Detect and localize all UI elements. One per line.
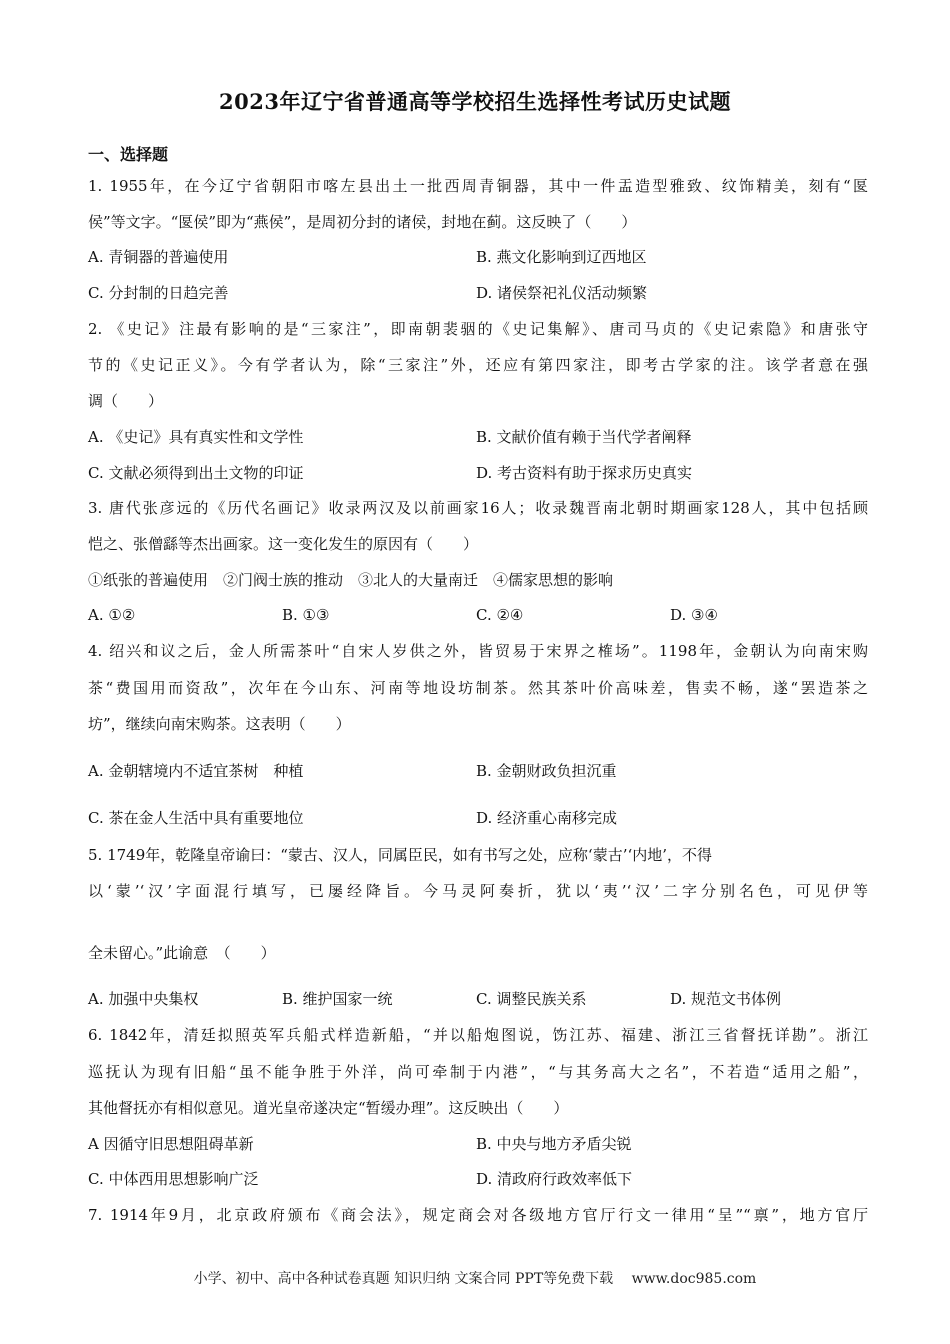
q3-option-b: B. ①③ xyxy=(282,606,330,624)
q5-option-d: D. 规范文书体例 xyxy=(670,990,782,1008)
q6-line-1: 6. 1842年，清廷拟照英军兵船式样造新船，“并以船炮图说，饬江苏、福建、浙江三省督抚详勘”。浙江 xyxy=(88,1026,868,1044)
q4-option-a: A. 金朝辖境内不适宜茶树 种植 xyxy=(88,762,304,780)
q3-line-3: ①纸张的普遍使用 ②门阀士族的推动 ③北人的大量南迁 ④儒家思想的影响 xyxy=(88,571,614,589)
q5-line-2: 以‘蒙’‘汉’字面混行填写，已屡经降旨。今马灵阿奏折，犹以‘夷’‘汉’二字分别名色，可见伊等 xyxy=(88,882,868,900)
q5-option-a: A. 加强中央集权 xyxy=(88,990,199,1008)
q4-option-c: C. 茶在金人生活中具有重要地位 xyxy=(88,809,304,827)
q5-line-1: 5. 1749年，乾隆皇帝谕曰：“蒙古、汉人，同属臣民，如有书写之处，应称‘蒙古’‘内地’，不得 xyxy=(88,846,712,864)
q6-line-2: 巡抚认为现有旧船“虽不能争胜于外洋，尚可牵制于内港”，“与其务高大之名”，不若造“适用之船”， xyxy=(88,1063,868,1081)
q7-line-1: 7. 1914年9月，北京政府颁布《商会法》，规定商会对各级地方官厅行文一律用“呈”“禀”，地方官厅 xyxy=(88,1206,868,1224)
q4-line-3: 坊”，继续向南宋购茶。这表明（ ） xyxy=(88,715,351,733)
q1-option-d: D. 诸侯祭祀礼仪活动频繁 xyxy=(476,284,648,302)
q4-line-2: 茶“费国用而资敌”，次年在今山东、河南等地设坊制茶。然其茶叶价高味差，售卖不畅，遂“罢造茶之 xyxy=(88,679,868,697)
q1-option-a: A. 青铜器的普遍使用 xyxy=(88,248,229,266)
q3-option-d: D. ③④ xyxy=(670,606,718,624)
section-heading: 一、选择题 xyxy=(88,145,169,164)
q5-option-b: B. 维护国家一统 xyxy=(282,990,393,1008)
q6-option-c: C. 中体西用思想影响广泛 xyxy=(88,1170,259,1188)
q4-line-1: 4. 绍兴和议之后，金人所需茶叶“自宋人岁供之外，皆贸易于宋界之榷场”。1198年，金朝认为向南宋购 xyxy=(88,642,868,660)
q1-line-2: 侯”等文字。“匽侯”即为“燕侯”，是周初分封的诸侯，封地在蓟。这反映了（ ） xyxy=(88,213,637,231)
q2-line-2: 节的《史记正义》。今有学者认为，除“三家注”外，还应有第四家注，即考古学家的注。该学者意在强 xyxy=(88,356,868,374)
q2-line-3: 调（ ） xyxy=(88,392,164,410)
q2-option-b: B. 文献价值有赖于当代学者阐释 xyxy=(476,428,692,446)
q4-option-d: D. 经济重心南移完成 xyxy=(476,809,618,827)
q5-option-c: C. 调整民族关系 xyxy=(476,990,587,1008)
q3-option-c: C. ②④ xyxy=(476,606,524,624)
q1-option-c: C. 分封制的日趋完善 xyxy=(88,284,229,302)
q2-option-a: A. 《史记》具有真实性和文学性 xyxy=(88,428,304,446)
q6-option-d: D. 清政府行政效率低下 xyxy=(476,1170,633,1188)
q2-line-1: 2. 《史记》注最有影响的是“三家注”，即南朝裴骃的《史记集解》、唐司马贞的《史记索隐》和唐张守 xyxy=(88,320,868,338)
q1-line-1: 1. 1955年，在今辽宁省朝阳市喀左县出土一批西周青铜器，其中一件盂造型雅致、纹饰精美，刻有“匽 xyxy=(88,177,868,195)
q2-option-d: D. 考古资料有助于探求历史真实 xyxy=(476,464,693,482)
q4-option-b: B. 金朝财政负担沉重 xyxy=(476,762,617,780)
q5-line-3: 全未留心。”此谕意 （ ） xyxy=(88,944,276,962)
q3-line-1: 3. 唐代张彦远的《历代名画记》收录两汉及以前画家16人；收录魏晋南北朝时期画家128人，其中包括顾 xyxy=(88,499,868,517)
q3-option-a: A. ①② xyxy=(88,606,136,624)
q6-line-3: 其他督抚亦有相似意见。道光皇帝遂决定“暂缓办理”。这反映出（ ） xyxy=(88,1099,569,1117)
q6-option-a: A 因循守旧思想阻碍革新 xyxy=(88,1135,254,1153)
page-footer: 小学、初中、高中各种试卷真题 知识归纳 文案合同 PPT等免费下载 www.doc985.com xyxy=(193,1271,757,1287)
q1-option-b: B. 燕文化影响到辽西地区 xyxy=(476,248,647,266)
q2-option-c: C. 文献必须得到出土文物的印证 xyxy=(88,464,304,482)
q3-line-2: 恺之、张僧繇等杰出画家。这一变化发生的原因有（ ） xyxy=(88,535,479,553)
page-title: 2023年辽宁省普通高等学校招生选择性考试历史试题 xyxy=(219,89,731,114)
q6-option-b: B. 中央与地方矛盾尖锐 xyxy=(476,1135,632,1153)
